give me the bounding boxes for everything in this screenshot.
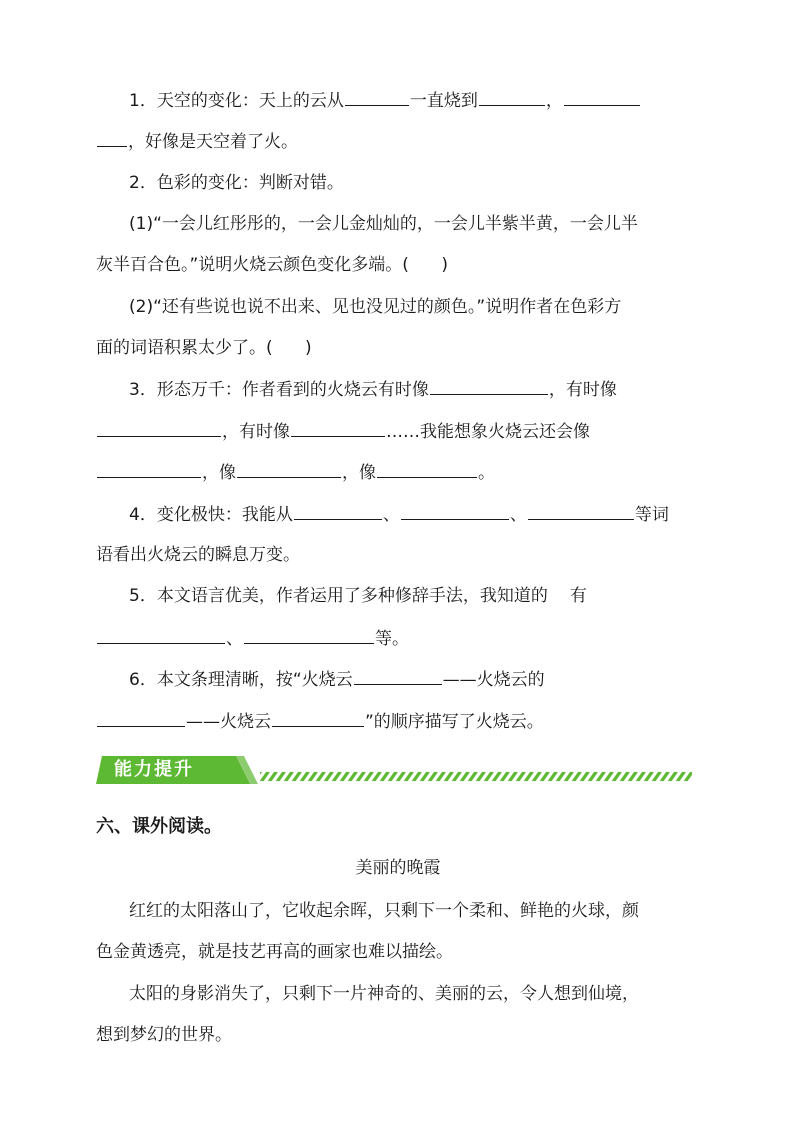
fill-blank[interactable] bbox=[244, 626, 374, 644]
q6-line-2: ——火烧云 ”的顺序描写了火烧云。 bbox=[96, 709, 700, 733]
section-heading: 六、课外阅读。 bbox=[96, 816, 222, 837]
q6-line-1: 6．本文条理清晰，按“火烧云 ——火烧云的 bbox=[129, 667, 733, 691]
q2-title: 2．色彩的变化：判断对错。 bbox=[129, 173, 344, 193]
q3-line-3: ，像 ，像 。 bbox=[96, 460, 700, 484]
fill-blank[interactable] bbox=[528, 502, 634, 520]
reading-p2-line-2: 想到梦幻的世界。 bbox=[96, 1025, 232, 1045]
q3-line-2: ，有时像 ……我能想象火烧云还会像 bbox=[96, 419, 700, 443]
q4-line-1: 4．变化极快：我能从 、 、 等词 bbox=[129, 502, 733, 526]
q1-line-2: ，好像是天空着了火。 bbox=[96, 129, 700, 153]
q3-line-1: 3．形态万千：作者看到的火烧云有时像 ，有时像 bbox=[129, 377, 733, 401]
q2-item1-line-1: (1)“一会儿红彤彤的，一会儿金灿灿的，一会儿半紫半黄，一会儿半 bbox=[129, 214, 638, 234]
fill-blank[interactable] bbox=[97, 626, 225, 644]
fill-blank[interactable] bbox=[97, 460, 201, 478]
reading-p1-line-1: 红红的太阳落山了，它收起余晖，只剩下一个柔和、鲜艳的火球，颜 bbox=[129, 901, 639, 921]
fill-blank[interactable] bbox=[377, 460, 477, 478]
q1-line-1: 1．天空的变化：天上的云从 一直烧到 ， bbox=[129, 88, 689, 112]
fill-blank[interactable] bbox=[430, 377, 548, 395]
q5-line-1: 5．本文语言优美，作者运用了多种修辞手法，我知道的 有 bbox=[129, 586, 587, 606]
banner-label: 能力提升 bbox=[114, 759, 194, 780]
fill-blank[interactable] bbox=[237, 460, 341, 478]
fill-blank[interactable] bbox=[97, 709, 185, 727]
fill-blank[interactable] bbox=[564, 88, 640, 106]
q2-item1-line-2: 灰半百合色。”说明火烧云颜色变化多端。( ) bbox=[96, 255, 448, 275]
reading-p1-line-2: 色金黄透亮，就是技艺再高的画家也难以描绘。 bbox=[96, 942, 453, 962]
q2-item2-line-2: 面的词语积累太少了。( ) bbox=[96, 338, 312, 358]
q5-line-2: 、 等。 bbox=[96, 626, 700, 650]
q2-item2-line-1: (2)“还有些说也说不出来、见也没见过的颜色。”说明作者在色彩方 bbox=[129, 297, 622, 317]
q4-line-2: 语看出火烧云的瞬息万变。 bbox=[96, 545, 300, 565]
fill-blank[interactable] bbox=[479, 88, 545, 106]
fill-blank[interactable] bbox=[97, 419, 221, 437]
fill-blank[interactable] bbox=[401, 502, 509, 520]
fill-blank[interactable] bbox=[345, 88, 409, 106]
reading-title: 美丽的晚霞 bbox=[355, 858, 441, 878]
fill-blank[interactable] bbox=[294, 502, 382, 520]
fill-blank[interactable] bbox=[97, 129, 127, 147]
ability-banner bbox=[96, 752, 700, 788]
fill-blank[interactable] bbox=[291, 419, 385, 437]
reading-p2-line-1: 太阳的身影消失了，只剩下一片神奇的、美丽的云，令人想到仙境， bbox=[129, 984, 639, 1004]
banner-stripe bbox=[260, 772, 692, 781]
fill-blank[interactable] bbox=[272, 709, 364, 727]
fill-blank[interactable] bbox=[354, 667, 442, 685]
